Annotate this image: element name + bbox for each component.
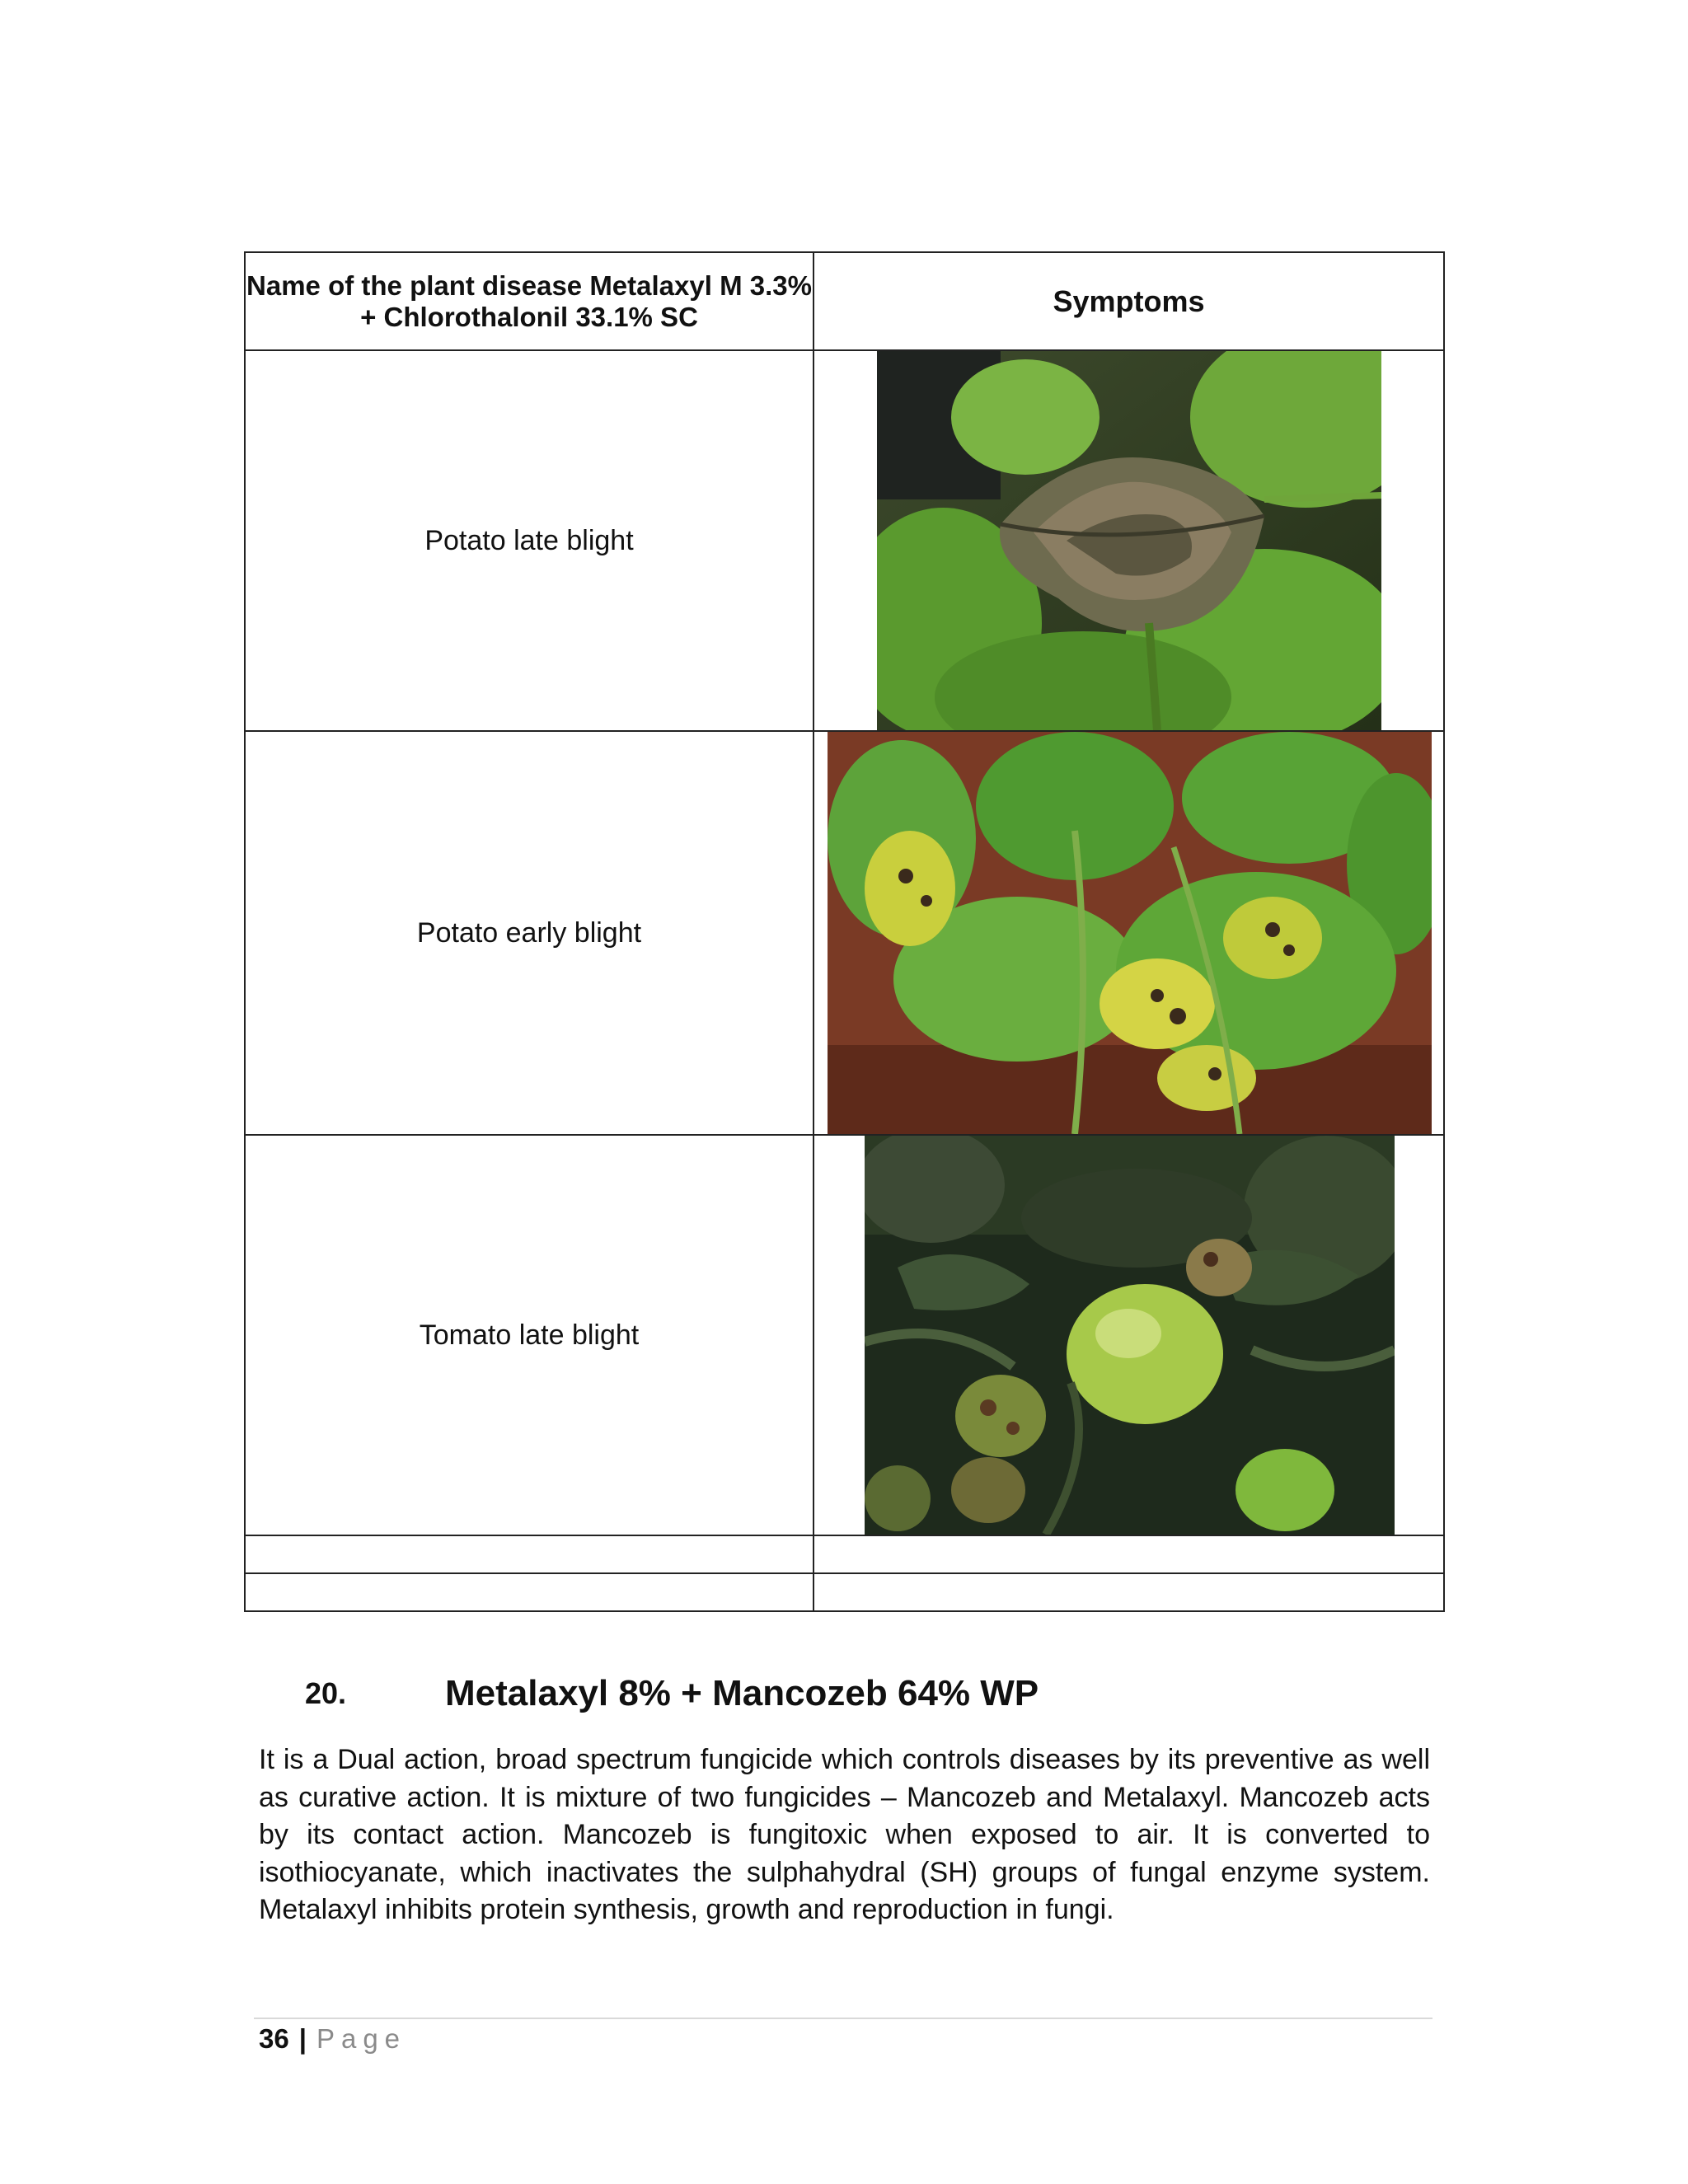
tomato-late-blight-photo bbox=[865, 1136, 1395, 1535]
disease-name-cell: Potato early blight bbox=[245, 731, 814, 1135]
section-heading bbox=[305, 1669, 1039, 1718]
disease-name-cell: Tomato late blight bbox=[245, 1135, 814, 1535]
potato-late-blight-photo bbox=[877, 351, 1381, 730]
section-title: Metalaxyl 8% + Mancozeb 64% WP bbox=[445, 1673, 1039, 1713]
disease-table bbox=[244, 251, 1445, 1612]
table-row-empty bbox=[245, 1573, 1444, 1611]
header-symptoms: Symptoms bbox=[814, 252, 1444, 350]
page-label: Page bbox=[316, 2023, 407, 2054]
page-footer bbox=[259, 2023, 406, 2055]
section-number: 20. bbox=[305, 1676, 347, 1710]
empty-cell bbox=[814, 1535, 1444, 1573]
table-header-row bbox=[245, 252, 1444, 350]
table-row bbox=[245, 1135, 1444, 1535]
table-row-empty bbox=[245, 1535, 1444, 1573]
symptom-image-cell bbox=[814, 1135, 1444, 1535]
symptom-image-cell bbox=[814, 731, 1444, 1135]
potato-early-blight-photo bbox=[828, 732, 1432, 1134]
table-row bbox=[245, 350, 1444, 731]
header-disease-name: Name of the plant disease Metalaxyl M 3.3% + Chlorothalonil 33.1% SC bbox=[245, 252, 814, 350]
footer-divider bbox=[254, 2018, 1432, 2019]
section-paragraph: It is a Dual action, broad spectrum fungicide which controls diseases by its preventive as well as curative action. It is mixture of two fungicides – Mancozeb and Metalaxyl. Mancozeb acts by its contact action. Mancozeb is fungitoxic when exposed to air. It is converted to isothiocyanate, which inactivates the sulphahydral (SH) groups of fungal enzyme system. Metalaxyl inhibits protein synthesis, growth and reproduction in fungi. bbox=[259, 1744, 1430, 1925]
symptom-image-cell bbox=[814, 350, 1444, 731]
footer-separator: | bbox=[298, 2023, 307, 2054]
empty-cell bbox=[245, 1573, 814, 1611]
table-row bbox=[245, 731, 1444, 1135]
disease-name-cell: Potato late blight bbox=[245, 350, 814, 731]
page-number: 36 bbox=[259, 2023, 289, 2054]
empty-cell bbox=[814, 1573, 1444, 1611]
disease-table-container bbox=[244, 251, 1445, 1612]
empty-cell bbox=[245, 1535, 814, 1573]
